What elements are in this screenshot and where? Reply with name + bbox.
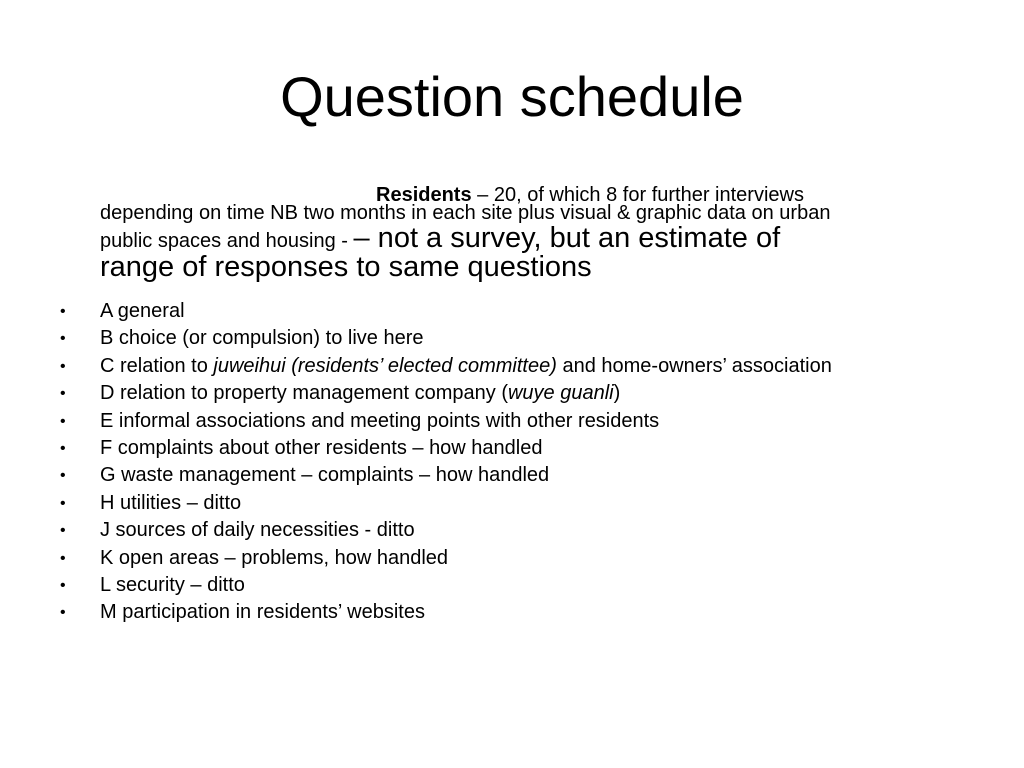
item-text: C relation to [100, 354, 214, 377]
bullet-icon: • [60, 549, 66, 567]
bullet-icon: • [60, 576, 66, 594]
list-item [54, 599, 984, 626]
list-item [54, 545, 984, 572]
bullet-icon: • [60, 494, 66, 512]
item-text: B choice (or compulsion) to live here [100, 327, 424, 350]
list-item [54, 298, 984, 325]
item-italic-text: wuye guanli [507, 382, 614, 405]
list-item [54, 325, 984, 352]
slide-title: Question schedule [280, 65, 744, 128]
intro-paragraph [100, 180, 930, 282]
intro-line-3-small: public spaces and housing - [100, 230, 354, 252]
bullet-icon: • [60, 385, 66, 403]
bullet-icon: • [60, 604, 66, 622]
item-text: and home-owners’ association [556, 354, 832, 377]
list-item [54, 380, 984, 407]
list-item [54, 572, 984, 599]
list-item [54, 490, 984, 517]
item-text: F complaints about other residents – how handled [100, 436, 543, 459]
intro-line-2: depending on time NB two months in each site plus visual & graphic data on urban [100, 202, 831, 224]
item-text: J sources of daily necessities - ditto [100, 519, 415, 542]
item-text: ) [613, 382, 621, 405]
item-italic-text: juweihui (residents’ elected committee) [213, 354, 557, 377]
item-text: K open areas – problems, how handled [100, 546, 449, 569]
list-item [54, 408, 984, 435]
intro-line-3-big: – not a survey, but an estimate of [353, 222, 781, 254]
list-item [54, 517, 984, 544]
question-list [54, 298, 984, 627]
item-text: L security – ditto [100, 573, 245, 596]
item-text: A general [100, 300, 185, 322]
list-item [54, 462, 984, 489]
bullet-icon: • [60, 303, 66, 320]
item-text: M participation in residents’ websites [100, 601, 425, 624]
intro-line-4: range of responses to same questions [100, 251, 592, 283]
item-text: G waste management – complaints – how handled [100, 464, 550, 487]
bullet-icon: • [60, 467, 66, 485]
item-text: H utilities – ditto [100, 491, 242, 514]
bullet-icon: • [60, 330, 66, 348]
bullet-icon: • [60, 522, 66, 540]
list-item [54, 435, 984, 462]
intro-line-1-rest: – 20, of which 8 for further interviews [471, 184, 804, 206]
item-text: D relation to property management company ( [100, 382, 508, 405]
residents-label: Residents [376, 184, 472, 206]
list-item [54, 353, 984, 380]
bullet-icon: • [60, 412, 66, 430]
bullet-icon: • [60, 357, 66, 375]
bullet-icon: • [60, 439, 66, 457]
item-text: E informal associations and meeting points with other residents [100, 409, 660, 432]
